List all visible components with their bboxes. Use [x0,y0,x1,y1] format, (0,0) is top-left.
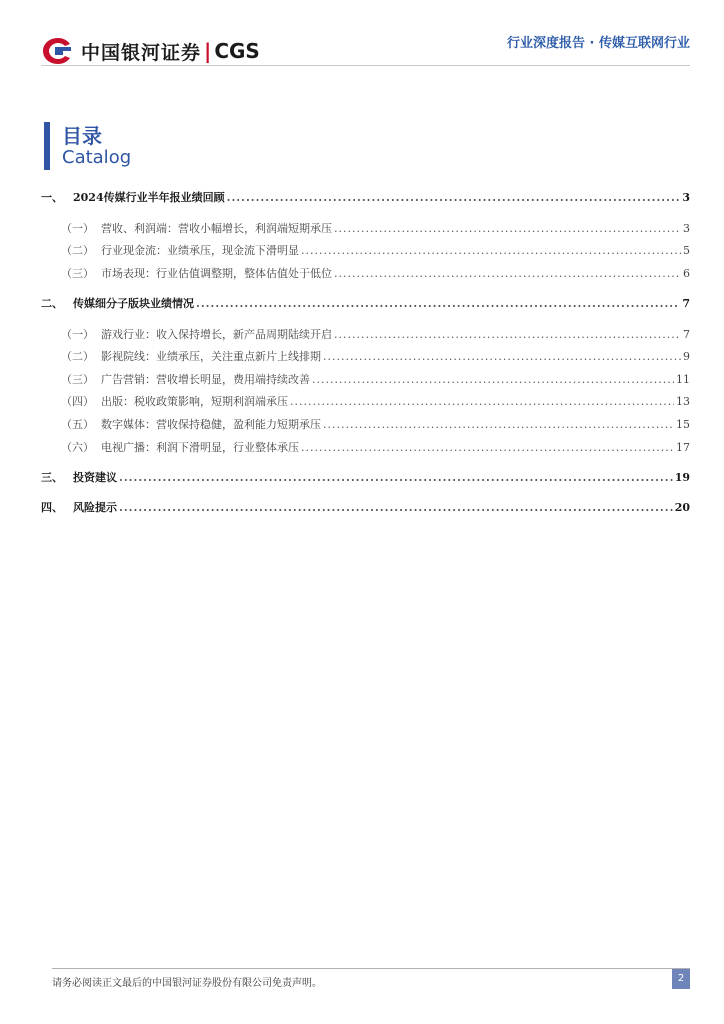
toc-title: 2024传媒行业半年报业绩回顾 [73,191,225,204]
toc-leader-dots [334,221,681,237]
toc-number: （二） [61,244,94,257]
toc-page: 5 [683,244,690,257]
toc-title: 游戏行业：收入保持增长，新产品周期陆续开启 [101,328,332,341]
toc-entry-4[interactable] [41,500,690,516]
catalog-accent-bar [44,122,50,170]
logo-text: 中国银河证券 [81,41,202,64]
toc-page: 11 [676,373,690,386]
toc-number: （五） [61,418,94,431]
toc-title: 广告营销：营收增长明显，费用端持续改善 [101,373,310,386]
toc-number: （四） [61,395,94,408]
toc-entry-3[interactable] [41,470,690,486]
toc-entry-1-3[interactable] [41,266,690,282]
toc-entry-2-2[interactable] [41,349,690,365]
footer-divider [52,968,690,969]
toc-entry-2-6[interactable] [41,440,690,456]
toc-number: （三） [61,267,94,280]
catalog-title-cn: 目录 [62,124,102,148]
toc-page: 7 [683,328,690,341]
toc-title: 风险提示 [73,501,117,514]
toc-leader-dots [119,470,673,486]
page-header [0,0,724,80]
toc-page: 19 [674,471,690,484]
toc-page: 15 [676,418,690,431]
toc-number: （一） [61,222,94,235]
toc-leader-dots [196,296,680,312]
toc-number: 二、 [41,297,63,310]
toc-title: 影视院线：业绩承压，关注重点新片上线排期 [101,350,321,363]
toc-leader-dots [334,327,681,343]
cgs-logo [41,36,260,66]
toc-entry-2-5[interactable] [41,417,690,433]
page-number-badge: 2 [672,969,690,989]
toc-title: 电视广播：利润下滑明显，行业整体承压 [101,441,299,454]
toc-page: 3 [682,191,690,204]
catalog-title-en: Catalog [62,147,132,168]
toc-leader-dots [312,372,674,388]
toc-page: 3 [683,222,690,235]
toc-entry-2-4[interactable] [41,394,690,410]
toc-leader-dots [301,440,674,456]
logo-separator: | [204,39,212,63]
footer-disclaimer: 请务必阅读正文最后的中国银河证券股份有限公司免责声明。 [52,978,322,989]
toc-leader-dots [290,394,674,410]
toc-page: 9 [683,350,690,363]
toc-page: 7 [682,297,690,310]
logo-cgs: CGS [214,39,260,63]
toc-number: 四、 [41,501,63,514]
toc-leader-dots [334,266,681,282]
toc-entry-2[interactable] [41,296,690,312]
toc-page: 17 [676,441,690,454]
toc-leader-dots [119,500,673,516]
toc-number: （二） [61,350,94,363]
toc-entry-2-1[interactable] [41,327,690,343]
toc-title: 营收、利润端：营收小幅增长，利润端短期承压 [101,222,332,235]
toc-entry-1-2[interactable] [41,243,690,259]
toc-title: 数字媒体：营收保持稳健，盈利能力短期承压 [101,418,321,431]
cgs-logo-icon [41,36,75,66]
toc-entry-1[interactable] [41,190,690,206]
toc-leader-dots [323,417,674,433]
toc-number: （一） [61,328,94,341]
toc-title: 出版：税收政策影响，短期利润端承压 [101,395,288,408]
toc-title: 市场表现：行业估值调整期，整体估值处于低位 [101,267,332,280]
toc-page: 6 [683,267,690,280]
toc-number: （三） [61,373,94,386]
toc-leader-dots [227,190,681,206]
toc-page: 13 [676,395,690,408]
toc-leader-dots [301,243,681,259]
toc-page: 20 [674,501,690,514]
toc-number: 三、 [41,471,63,484]
report-tag: 行业深度报告 · 传媒互联网行业 [507,36,690,51]
toc-number: 一、 [41,191,63,204]
toc-title: 行业现金流：业绩承压，现金流下滑明显 [101,244,299,257]
toc-entry-2-3[interactable] [41,372,690,388]
toc-entry-1-1[interactable] [41,221,690,237]
toc-title: 传媒细分子版块业绩情况 [73,297,194,310]
toc-title: 投资建议 [73,471,117,484]
header-divider [41,65,690,66]
toc-leader-dots [323,349,681,365]
toc-number: （六） [61,441,94,454]
